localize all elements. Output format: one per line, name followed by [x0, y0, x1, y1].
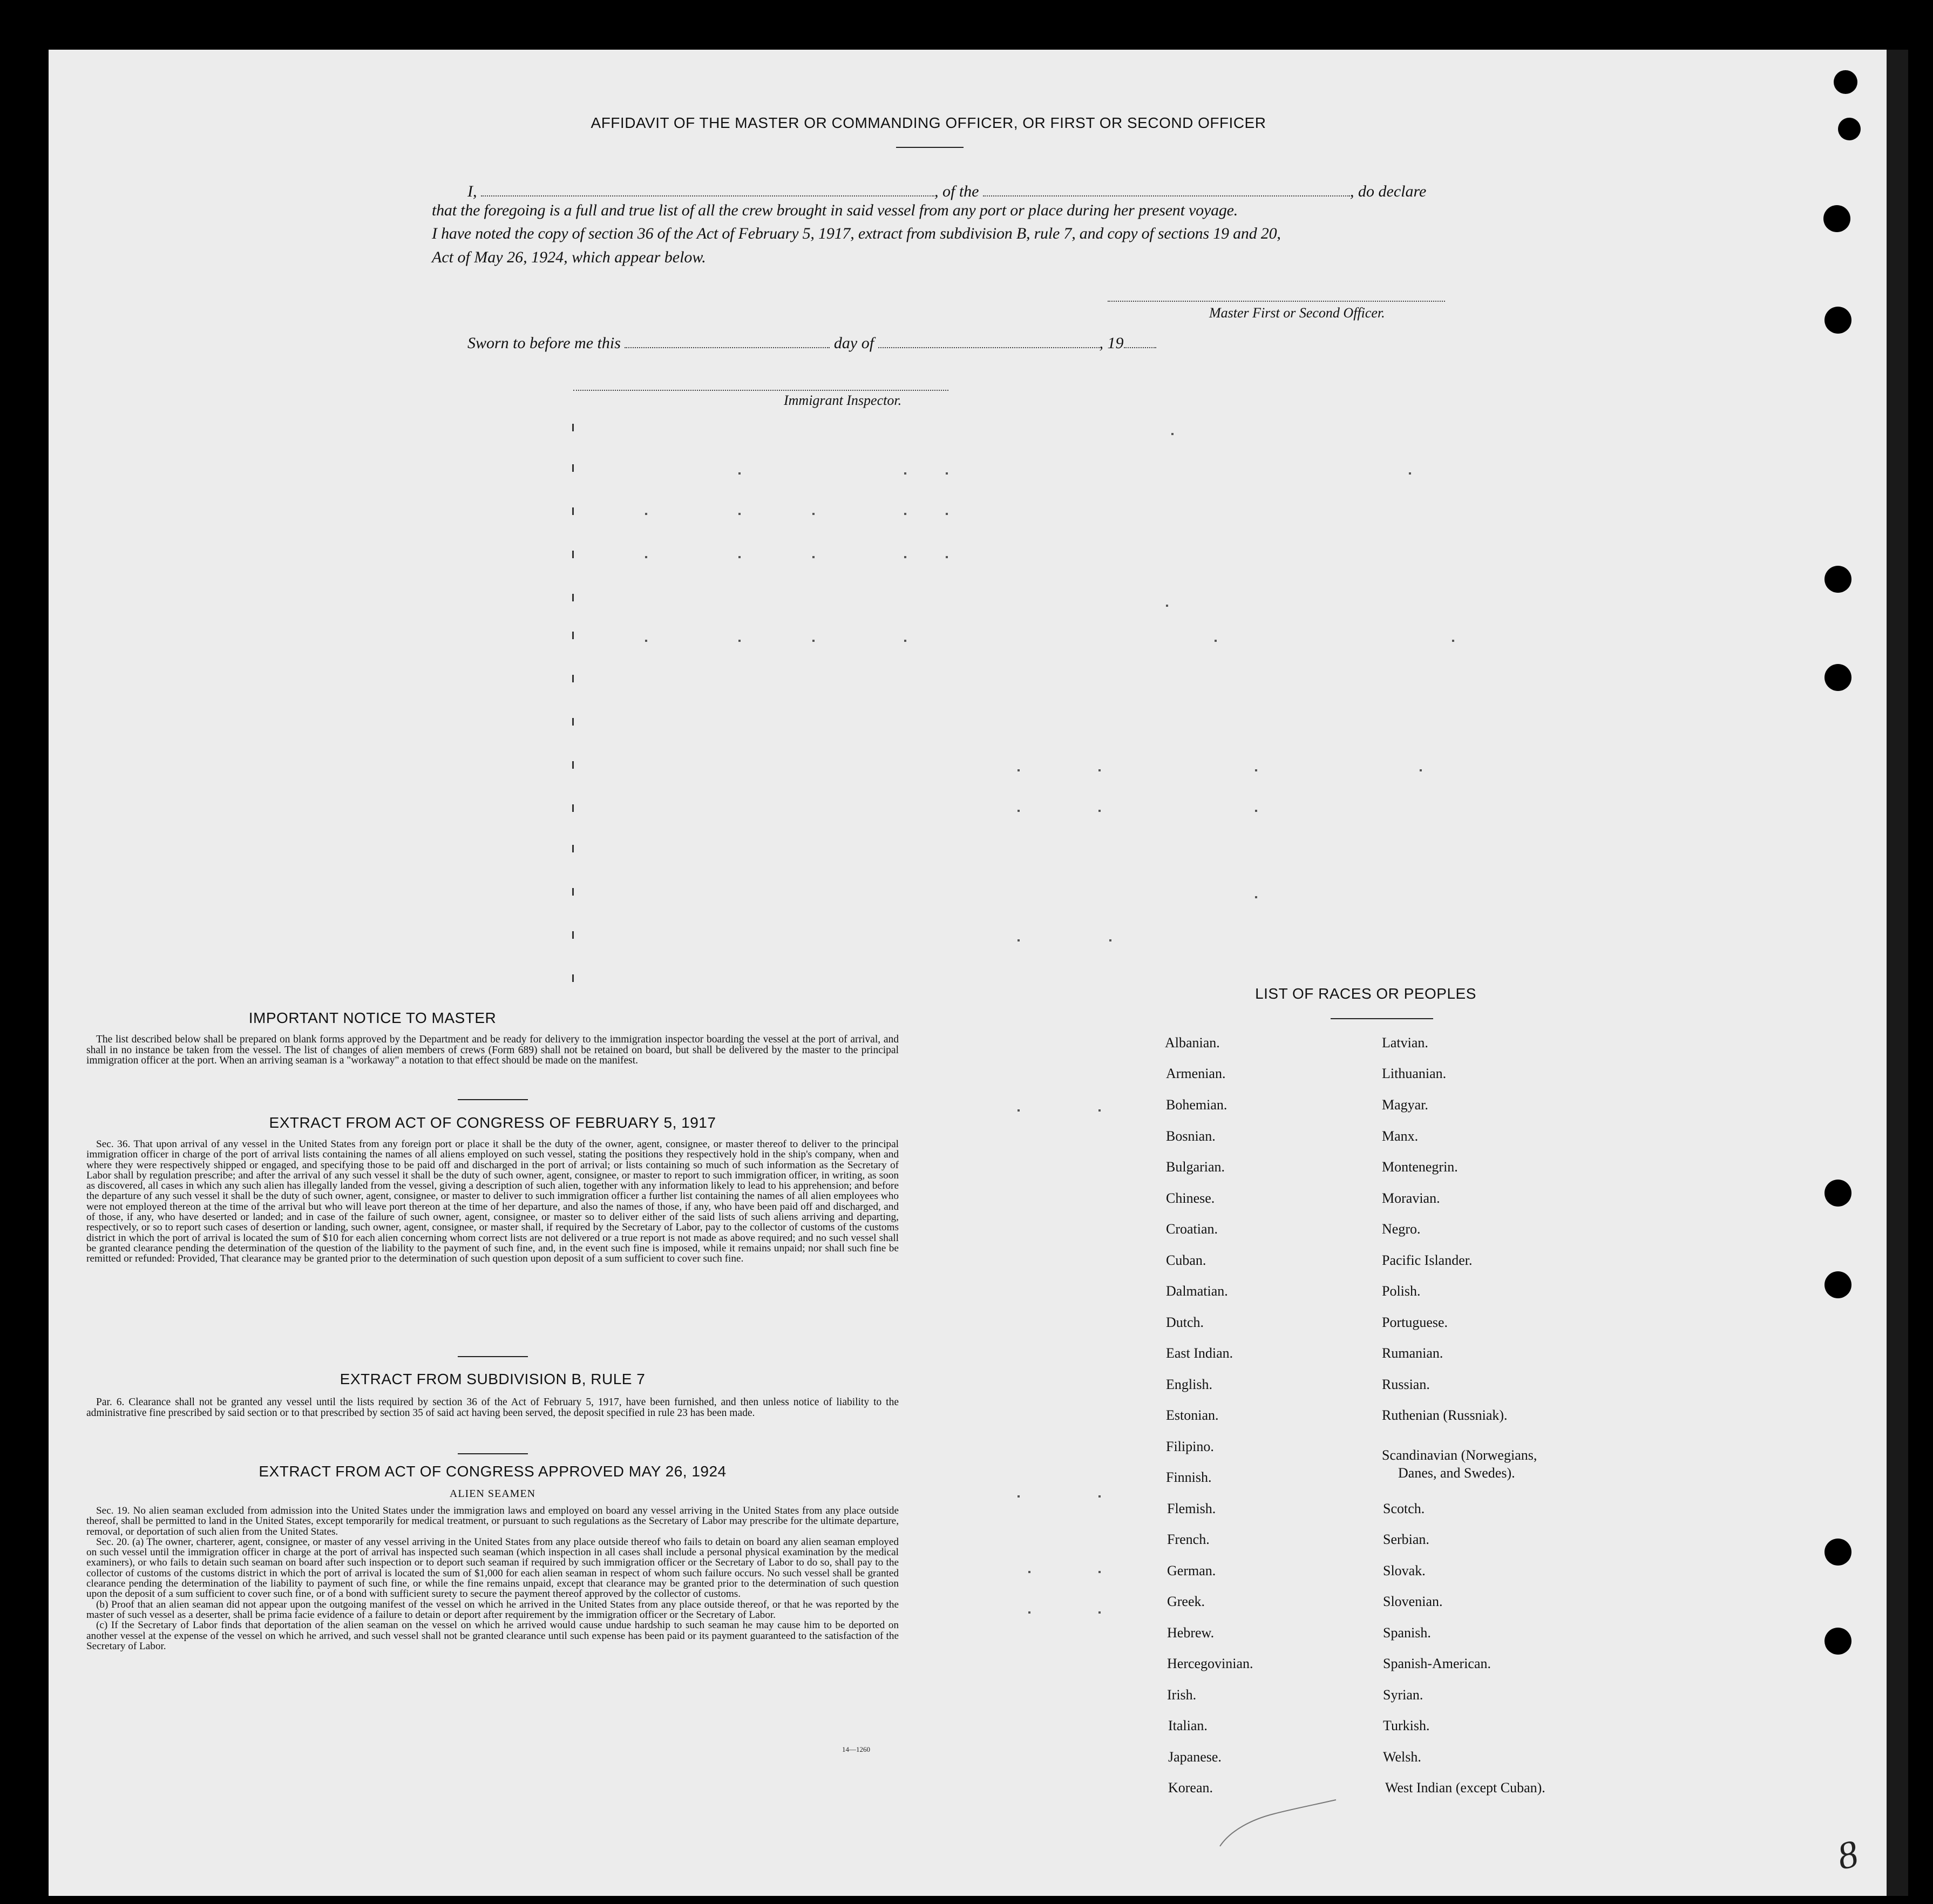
race-right: Montenegrin. [1382, 1159, 1458, 1175]
section-20c-paragraph: (c) If the Secretary of Labor finds that deportation of the alien seaman on the vessel on which he arrived would cause undue hardship to such seaman he may cause him to be deported on another vessel at the expense of the vessel on which he arrived, and such vessel shall not be granted clearance until such expense has been paid or its payment guaranteed to the satisfaction of the Secretary of Labor. [86, 1620, 899, 1652]
bleed-dot [904, 640, 906, 642]
bleed-mark [572, 761, 574, 769]
race-left: Flemish. [1167, 1501, 1216, 1516]
rule-7-heading: EXTRACT FROM SUBDIVISION B, RULE 7 [340, 1371, 646, 1387]
inspector-signature-line[interactable] [573, 390, 948, 391]
punch-hole [1825, 664, 1851, 691]
race-right: Serbian. [1383, 1532, 1429, 1547]
race-left: Bosnian. [1166, 1128, 1216, 1144]
bleed-dot [1409, 472, 1411, 475]
race-left: Cuban. [1166, 1252, 1206, 1268]
declaration-do-declare: , do declare [1350, 182, 1427, 200]
inspector-signature-label: Immigrant Inspector. [784, 392, 902, 408]
punch-hole [1825, 1539, 1851, 1566]
race-left: Hercegovinian. [1167, 1656, 1253, 1671]
bleed-dot [1171, 433, 1174, 435]
rule-7-text [86, 1397, 899, 1419]
bleed-dot [1098, 769, 1101, 771]
section-rule [458, 1356, 528, 1357]
handwritten-page-number: 8 [1833, 1832, 1862, 1878]
bleed-dot [812, 556, 815, 558]
bleed-mark [572, 594, 574, 601]
race-right: Slovak. [1383, 1563, 1426, 1578]
bleed-mark [572, 974, 574, 982]
race-left: Bohemian. [1166, 1097, 1227, 1113]
bleed-dot [946, 472, 948, 475]
bleed-mark [572, 675, 574, 682]
bleed-dot [738, 472, 741, 475]
bleed-dot [904, 556, 906, 558]
bleed-dot [1028, 1571, 1030, 1573]
bleed-dot [1098, 1495, 1101, 1498]
section-36-paragraph: Sec. 36. That upon arrival of any vessel in the United States from any foreign port or place it shall be the duty of the owner, agent, consignee, or master thereof to deliver to the principal immigration officer in charge of the port of arrival lists containing the names of all aliens employed on such vessel, stating the positions they respectively hold in the ship's company, when and where they were respectively shipped or engaged, and specifying those to be paid off and discharged in the port of arrival; or lists containing so much of such information as the Secretary of Labor shall by regulation prescribe; and after the arrival of any such vessel it shall be the duty of such owner, agent, consignee, or master to report to such immigration officer, in writing, as soon as discovered, all cases in which any such alien has illegally landed from the vessel, giving a description of such alien, together with any information likely to lead to his apprehension; and before the departure of any such vessel it shall be the duty of such owner, agent, consignee, or master to deliver to such immigration officer a further list containing the names of all alien employees who were not employed thereon at the time of the arrival but who will leave port thereon at the time of her departure, and also the names of those, if any, who have been paid off and discharged, and of those, if any, who have deserted or landed; and in case of the failure of such owner, agent, consignee, or master so to deliver either of the said lists of such aliens arriving and departing, respectively, or so to report such cases of desertion or landing, such owner, agent, consignee, or master shall, if required by the Secretary of Labor, pay to the collector of customs of the customs district in which the port of arrival is located the sum of $10 for each alien concerning whom correct lists are not delivered or a true report is not made as above required; and no such vessel shall be granted clearance pending the determination of the question of the liability to the payment of such fine, and, in the event such fine is imposed, while it remains unpaid; nor shall such fine be remitted or refunded: Provided, That clearance may be granted prior to the determination of such question upon deposit of a sum sufficient to cover such fine. [86, 1139, 899, 1265]
bleed-mark [572, 632, 574, 639]
bleed-mark [572, 931, 574, 939]
bleed-dot [645, 556, 647, 558]
bleed-dot [1166, 605, 1168, 607]
races-heading: LIST OF RACES OR PEOPLES [1255, 985, 1476, 1002]
bleed-dot [1255, 896, 1257, 898]
race-left: Italian. [1168, 1718, 1208, 1733]
vessel-blank[interactable] [983, 179, 1350, 197]
bleed-dot [1098, 1611, 1101, 1614]
race-right: Moravian. [1382, 1190, 1440, 1206]
bleed-mark [572, 845, 574, 852]
declaration-of-the: , of the [934, 182, 979, 200]
punch-hole [1825, 307, 1851, 334]
bleed-dot [1420, 769, 1422, 771]
bleed-mark [572, 804, 574, 812]
race-left: Bulgarian. [1166, 1159, 1225, 1175]
bleed-dot [1018, 769, 1020, 771]
race-left: Dalmatian. [1166, 1283, 1228, 1299]
race-right: Latvian. [1382, 1035, 1428, 1051]
race-left: French. [1167, 1532, 1210, 1547]
year-label: , 19 [1099, 334, 1124, 352]
race-left: Korean. [1168, 1780, 1213, 1795]
declaration-line-1 [467, 179, 1466, 201]
race-left: Chinese. [1166, 1190, 1215, 1206]
race-right: Magyar. [1382, 1097, 1428, 1113]
notice-text [86, 1034, 899, 1066]
race-right: Scotch. [1383, 1501, 1425, 1516]
race-left: Greek. [1167, 1594, 1205, 1609]
punch-hole [1838, 118, 1861, 140]
race-right: Syrian. [1383, 1687, 1423, 1703]
bleed-mark [572, 551, 574, 558]
race-right: Manx. [1382, 1128, 1419, 1144]
race-right: Turkish. [1383, 1718, 1430, 1733]
title-rule [896, 147, 964, 148]
races-rule [1331, 1018, 1433, 1019]
bleed-dot [1215, 640, 1217, 642]
race-left: Japanese. [1168, 1749, 1222, 1765]
sworn-label: Sworn to before me this [467, 334, 621, 352]
bleed-dot [1018, 810, 1020, 812]
alien-seamen-subheading: ALIEN SEAMEN [449, 1488, 536, 1500]
bleed-dot [1255, 769, 1257, 771]
bleed-mark [572, 424, 574, 431]
race-left: Armenian. [1166, 1066, 1226, 1081]
section-19-paragraph: Sec. 19. No alien seaman excluded from admission into the United States under the immigration laws and employed on board any vessel arriving in the United States from any place outside thereof, shall be permitted to land in the United States, except temporarily for medical treatment, or pursuant to such regulations as the Secretary of Labor may prescribe for the ultimate departure, removal, or deportation of such alien from the United States. [86, 1505, 899, 1537]
race-right: Scandinavian (Norwegians, [1382, 1447, 1537, 1463]
sworn-line [467, 331, 1156, 353]
form-number: 14—1260 [842, 1745, 870, 1753]
bleed-dot [1098, 810, 1101, 812]
punch-hole [1825, 566, 1851, 593]
notice-paragraph: The list described below shall be prepared on blank forms approved by the Department and be ready for delivery to the immigration inspector boarding the vessel at the port of arrival, and shall in no instance be taken from the vessel. The list of changes of alien members of crews (Form 689) shall not be retained on board, but shall be delivered by the master to the principal immigration officer at the port. When an arriving seaman is a "workaway" a notation to that effect should be made on the manifest. [86, 1034, 899, 1066]
race-left: Finnish. [1166, 1469, 1212, 1485]
officer-signature-label: Master First or Second Officer. [1209, 305, 1385, 321]
race-right: Danes, and Swedes). [1398, 1465, 1515, 1481]
declaration-line-2: that the foregoing is a full and true list of all the crew brought in said vessel from any port or place during her present voyage. [432, 201, 1238, 219]
pencil-stroke [1209, 1798, 1339, 1857]
declaration-line-3: I have noted the copy of section 36 of the Act of February 5, 1917, extract from subdivision B, rule 7, and copy of sections 19 and 20, [432, 225, 1281, 242]
punch-hole [1825, 1628, 1851, 1655]
race-left: Dutch. [1166, 1314, 1204, 1330]
bleed-dot [1018, 939, 1020, 941]
race-right: Rumanian. [1382, 1345, 1443, 1361]
notice-heading: IMPORTANT NOTICE TO MASTER [248, 1009, 497, 1026]
sworn-year-blank[interactable] [1124, 331, 1156, 348]
race-right: Lithuanian. [1382, 1066, 1447, 1081]
bleed-mark [572, 507, 574, 515]
officer-signature-line[interactable] [1108, 301, 1445, 302]
bleed-dot [1018, 1109, 1020, 1112]
extract-1924-text [86, 1506, 899, 1651]
race-left: Filipino. [1166, 1439, 1214, 1454]
bleed-dot [1098, 1571, 1101, 1573]
bleed-dot [738, 513, 741, 515]
race-right: Welsh. [1383, 1749, 1421, 1765]
declaration-i: I, [467, 182, 477, 200]
bleed-dot [1255, 810, 1257, 812]
section-rule [458, 1099, 528, 1100]
race-right: Spanish-American. [1383, 1656, 1491, 1671]
bleed-mark [572, 464, 574, 472]
bleed-dot [946, 556, 948, 558]
bleed-dot [1098, 1109, 1101, 1112]
bleed-dot [1028, 1611, 1030, 1614]
bleed-dot [904, 513, 906, 515]
extract-1924-heading: EXTRACT FROM ACT OF CONGRESS APPROVED MAY 26, 1924 [259, 1463, 727, 1480]
race-left: East Indian. [1166, 1345, 1233, 1361]
bleed-dot [1018, 1495, 1020, 1498]
race-left: Irish. [1167, 1687, 1197, 1703]
bleed-dot [1452, 640, 1454, 642]
race-right: Slovenian. [1383, 1594, 1443, 1609]
race-right: Pacific Islander. [1382, 1252, 1473, 1268]
bleed-dot [738, 640, 741, 642]
bleed-dot [904, 472, 906, 475]
race-right: Negro. [1382, 1221, 1421, 1237]
race-right: Portuguese. [1382, 1314, 1448, 1330]
race-right: Spanish. [1383, 1625, 1431, 1641]
race-left: German. [1167, 1563, 1216, 1578]
punch-hole [1823, 205, 1850, 232]
name-blank[interactable] [481, 179, 934, 197]
race-left: Hebrew. [1167, 1625, 1215, 1641]
race-left: Albanian. [1165, 1035, 1220, 1051]
bleed-dot [946, 513, 948, 515]
extract-1917-heading: EXTRACT FROM ACT OF CONGRESS OF FEBRUARY 5, 1917 [269, 1114, 716, 1131]
extract-1917-text [86, 1139, 899, 1264]
affidavit-title: AFFIDAVIT OF THE MASTER OR COMMANDING OFFICER, OR FIRST OR SECOND OFFICER [591, 114, 1266, 131]
section-rule [458, 1453, 528, 1454]
bleed-mark [572, 718, 574, 726]
bleed-dot [812, 513, 815, 515]
race-right: Russian. [1382, 1377, 1430, 1392]
section-20a-paragraph: Sec. 20. (a) The owner, charterer, agent, consignee, or master of any vessel arriving in the United States from any place outside thereof who fails to detain on board any alien seaman employed on such vessel until the immigration officer in charge at the port of arrival has inspected such seaman (which inspection in all cases shall include a personal physical examination by the medical examiners), or who fails to detain such seaman on board after such inspection or to deport such seaman if required by such immigration officer or the Secretary of Labor to do so, shall pay to the collector of customs of the customs district in which the port of arrival is located the sum of $1,000 for each alien seaman in respect of whom such failure occurs. No such vessel shall be granted clearance pending the determination of the liability to payment of such fine, or while the fine remains unpaid, except that clearance may be granted prior to the determination of such question upon the deposit of a sum sufficient to cover such fine, or of a bond with sufficient surety to secure the payment thereof approved by the collector of customs. [86, 1536, 899, 1600]
punch-hole [1825, 1271, 1851, 1298]
race-left: English. [1166, 1377, 1212, 1392]
punch-hole [1834, 70, 1857, 94]
sworn-month-blank[interactable] [878, 331, 1100, 348]
day-of-label: day of [833, 334, 874, 352]
race-right: West Indian (except Cuban). [1385, 1780, 1545, 1795]
race-left: Estonian. [1166, 1407, 1219, 1423]
sworn-day-blank[interactable] [625, 331, 830, 348]
bleed-dot [1109, 939, 1111, 941]
bleed-dot [738, 556, 741, 558]
bleed-dot [645, 513, 647, 515]
declaration-line-4: Act of May 26, 1924, which appear below. [432, 248, 706, 266]
punch-hole [1825, 1180, 1851, 1207]
race-left: Croatian. [1166, 1221, 1218, 1237]
race-right: Polish. [1382, 1283, 1421, 1299]
race-right: Ruthenian (Russniak). [1382, 1407, 1508, 1423]
bleed-dot [812, 640, 815, 642]
scan-edge [1887, 50, 1908, 1896]
rule-7-paragraph: Par. 6. Clearance shall not be granted any vessel until the lists required by section 36 of the Act of February 5, 1917, have been furnished, and then unless notice of liability to the administrative fine prescribed by said section or to that prescribed by section 35 of said act having been served, the deposit specified in rule 23 has been made. [86, 1397, 899, 1419]
bleed-dot [645, 640, 647, 642]
section-20b-paragraph: (b) Proof that an alien seaman did not appear upon the outgoing manifest of the vessel on which he arrived in the United States from any place outside thereof, or that he was reported by the master of such vessel as a deserter, shall be prima facie evidence of a failure to detain or deport after requirement by the immigration officer or the Secretary of Labor. [86, 1598, 899, 1621]
bleed-mark [572, 888, 574, 896]
